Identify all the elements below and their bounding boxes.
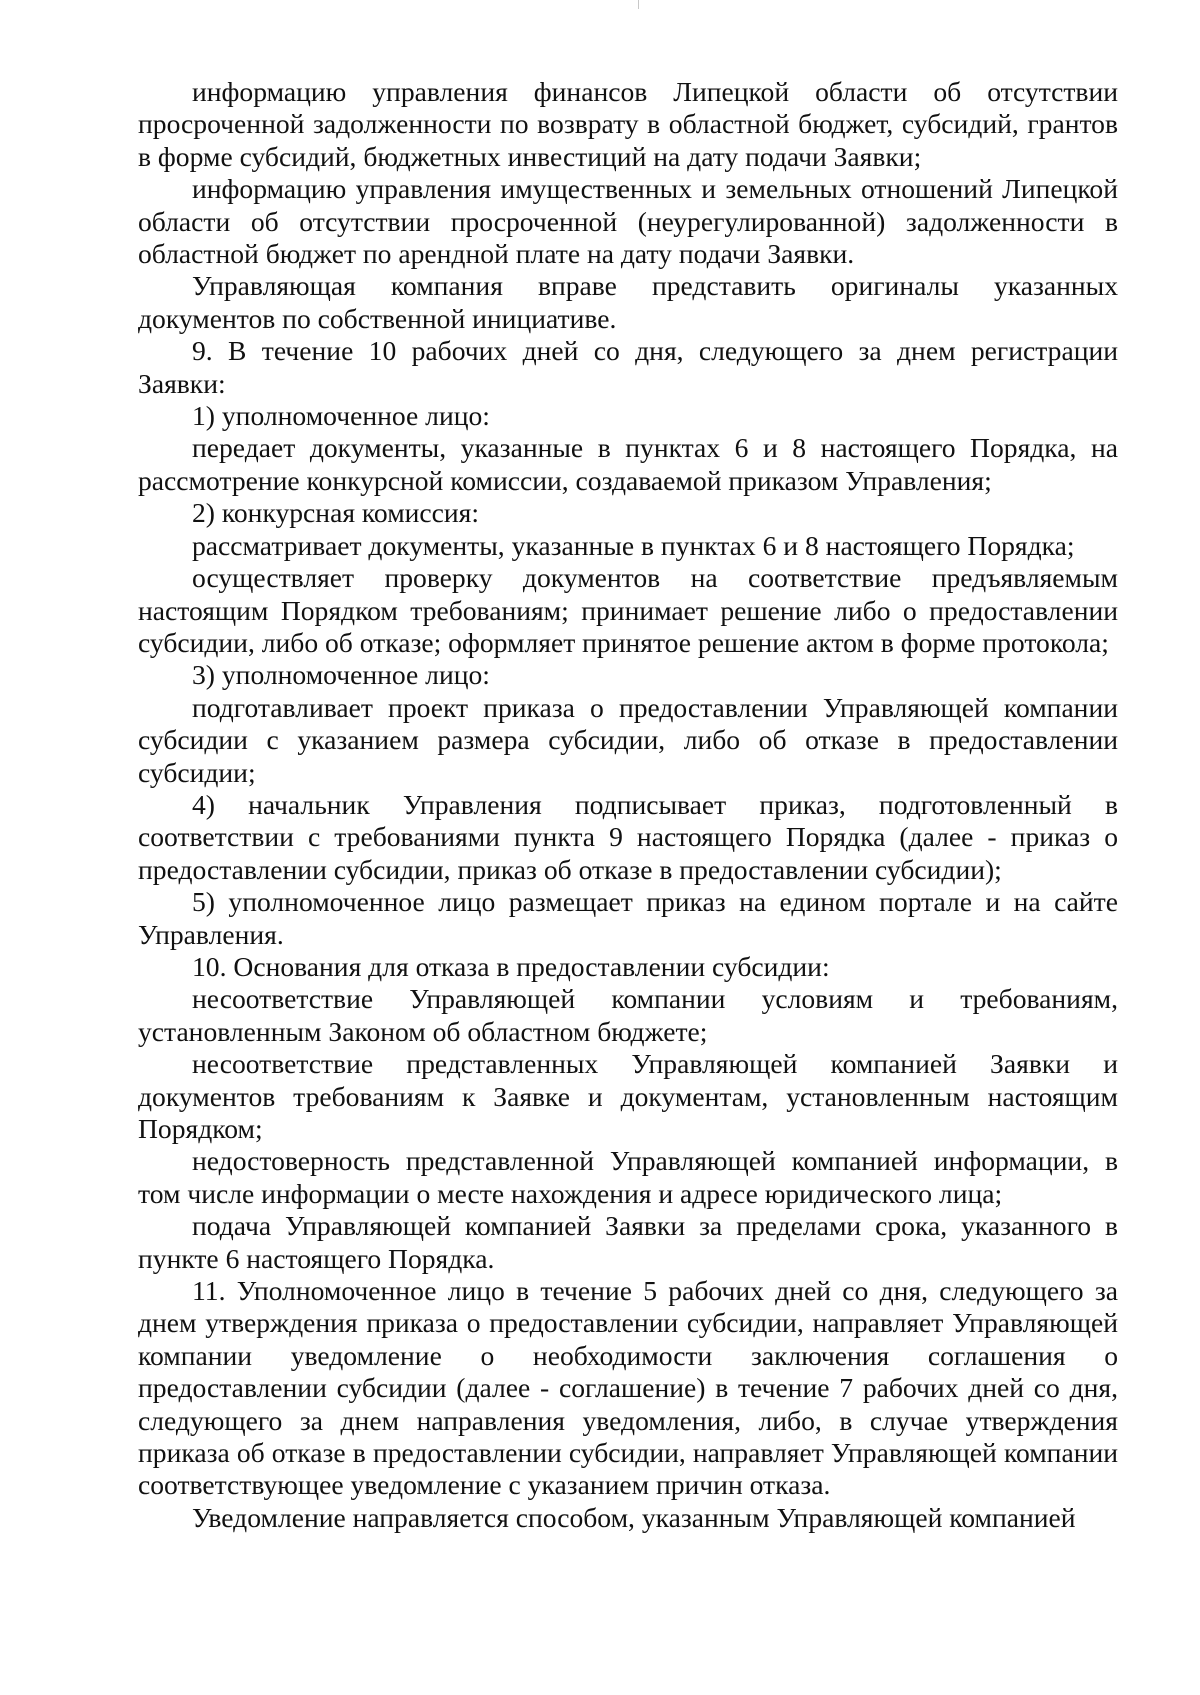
document-page bbox=[138, 76, 1118, 1534]
paragraph: 9. В течение 10 рабочих дней со дня, следующего за днем регистрации Заявки: bbox=[138, 335, 1118, 399]
paragraph: 10. Основания для отказа в предоставлении субсидии: bbox=[192, 950, 830, 982]
paragraph: несоответствие представленных Управляющей компанией Заявки и документов требованиям к Заявке и документам, установленным настоящим Порядком; bbox=[138, 1048, 1118, 1144]
scan-artifact bbox=[638, 0, 639, 9]
paragraph: осуществляет проверку документов на соответствие предъявляемым настоящим Порядком требованиям; принимает решение либо о предоставлении субсидии, либо об отказе; оформляет принятое решение актом в форме протокола; bbox=[138, 562, 1118, 658]
paragraph: 1) уполномоченное лицо: bbox=[192, 400, 490, 432]
paragraph: Управляющая компания вправе представить оригиналы указанных документов по собственной инициативе. bbox=[138, 270, 1118, 334]
paragraph: информацию управления финансов Липецкой области об отсутствии просроченной задолженности по возврату в областной бюджет, субсидий, грантов в форме субсидий, бюджетных инвестиций на дату подачи Заявки; bbox=[138, 76, 1118, 172]
paragraph: информацию управления имущественных и земельных отношений Липецкой области об отсутствии просроченной (неурегулированной) задолженности в областной бюджет по арендной плате на дату подачи Заявки. bbox=[138, 173, 1118, 270]
paragraph: 11. Уполномоченное лицо в течение 5 рабочих дней со дня, следующего за днем утверждения приказа о предоставлении субсидии, направляет Управляющей компании уведомление о необходимости заключения соглашения о предоставлении субсидии (далее - соглашение) в течение 7 рабочих дней со дня, следующего за днем направления уведомления, либо, в случае утверждения приказа об отказе в предоставлении субсидии, направляет Управляющей компании соответствующее уведомление с указанием причин отказа. bbox=[138, 1275, 1118, 1501]
paragraph: подготавливает проект приказа о предоставлении Управляющей компании субсидии с указанием размера субсидии, либо об отказе в предоставлении субсидии; bbox=[138, 691, 1118, 788]
paragraph: рассматривает документы, указанные в пунктах 6 и 8 настоящего Порядка; bbox=[192, 529, 1075, 561]
paragraph: несоответствие Управляющей компании условиям и требованиям, установленным Законом об областном бюджете; bbox=[138, 983, 1118, 1047]
paragraph: недостоверность представленной Управляющей компанией информации, в том числе информации о месте нахождения и адресе юридического лица; bbox=[138, 1145, 1118, 1209]
paragraph: передает документы, указанные в пунктах 6 и 8 настоящего Порядка, на рассмотрение конкурсной комиссии, создаваемой приказом Управления; bbox=[138, 432, 1118, 496]
paragraph: 3) уполномоченное лицо: bbox=[192, 659, 490, 691]
paragraph: 4) начальник Управления подписывает приказ, подготовленный в соответствии с требованиями пункта 9 настоящего Порядка (далее - приказ о предоставлении субсидии, приказ об отказе в предоставлении субсидии); bbox=[138, 788, 1118, 885]
paragraph: 5) уполномоченное лицо размещает приказ на едином портале и на сайте Управления. bbox=[138, 886, 1118, 950]
paragraph: Уведомление направляется способом, указанным Управляющей компанией bbox=[192, 1501, 1076, 1533]
paragraph: подача Управляющей компанией Заявки за пределами срока, указанного в пункте 6 настоящего Порядка. bbox=[138, 1210, 1118, 1274]
paragraph: 2) конкурсная комиссия: bbox=[192, 497, 480, 529]
